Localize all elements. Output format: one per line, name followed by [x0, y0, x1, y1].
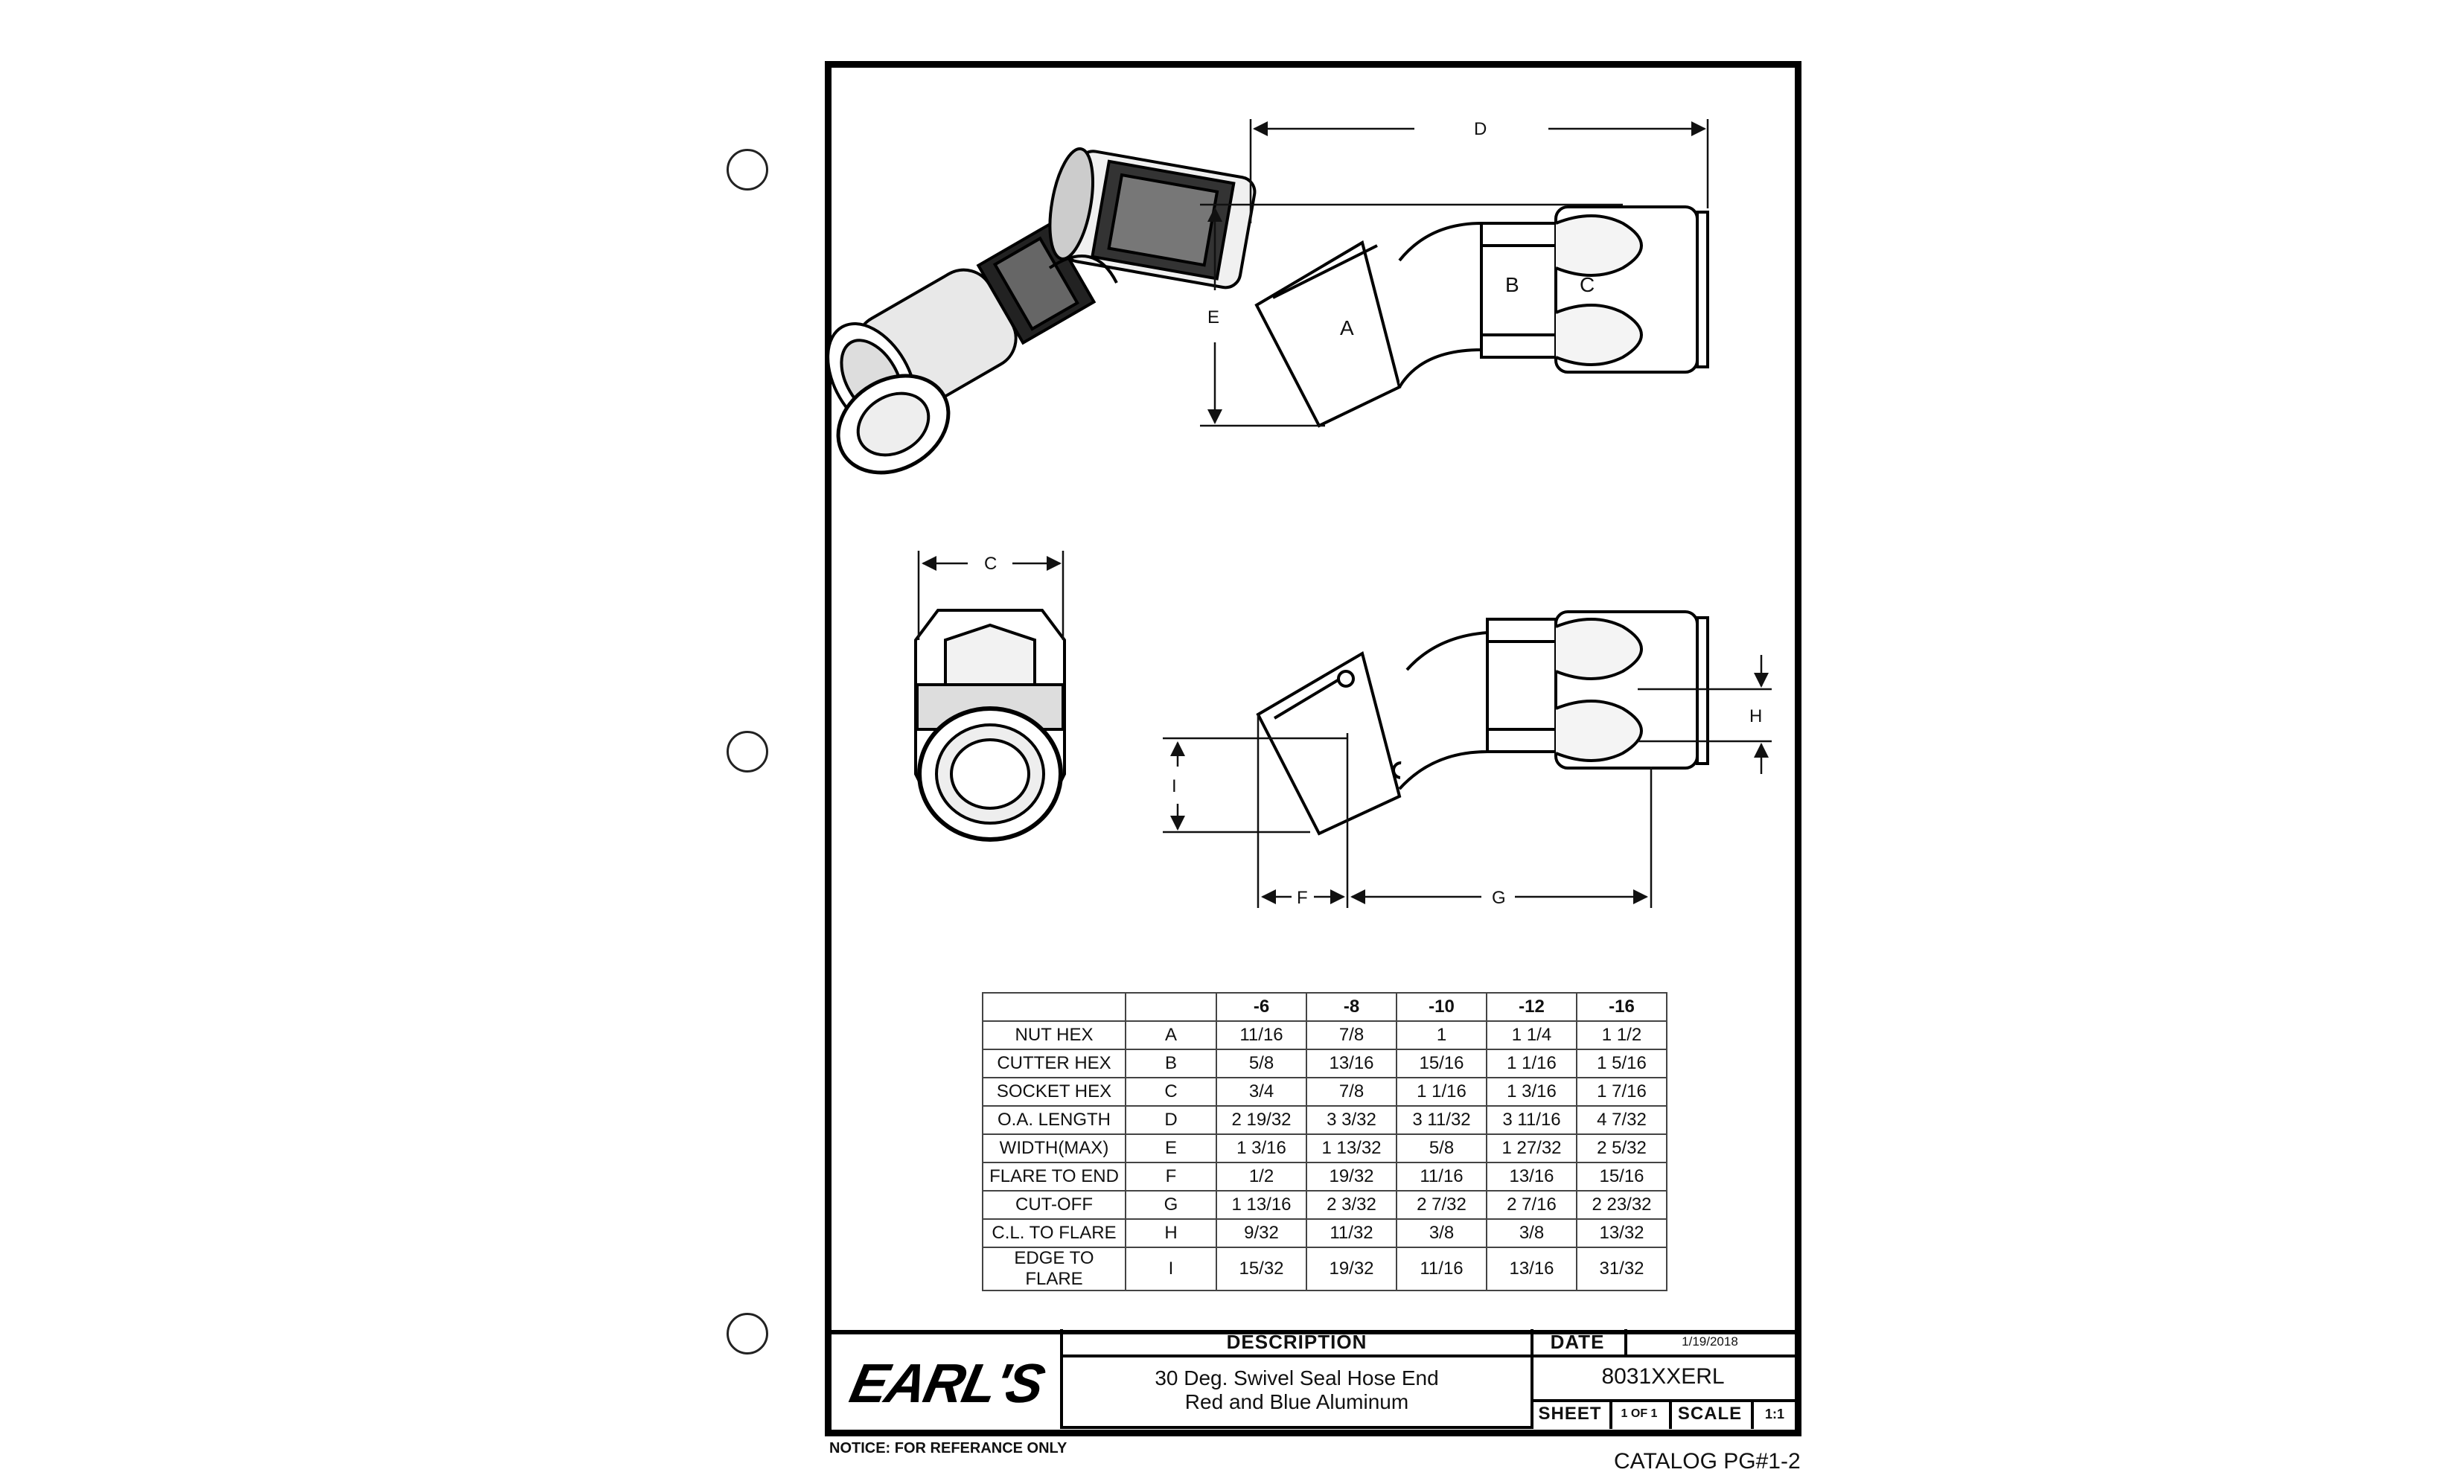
date-label: DATE [1550, 1330, 1605, 1353]
row-value: 1 1/16 [1487, 1049, 1577, 1078]
dim-label-g: G [1492, 888, 1506, 908]
table-row [983, 1021, 1667, 1049]
scale-label-cell [1669, 1399, 1754, 1429]
scale-value-cell [1751, 1399, 1798, 1429]
sheet-label: SHEET [1538, 1404, 1602, 1424]
row-value: 2 19/32 [1216, 1106, 1306, 1134]
notice-text: NOTICE: FOR REFERANCE ONLY [829, 1440, 1067, 1456]
row-name: FLARE TO END [983, 1162, 1126, 1191]
row-value: 13/16 [1306, 1049, 1397, 1078]
label-c: C [1580, 273, 1595, 296]
row-value: 3/4 [1216, 1078, 1306, 1106]
row-letter: C [1126, 1078, 1216, 1106]
row-value: 7/8 [1306, 1078, 1397, 1106]
dim-label-f: F [1297, 888, 1308, 908]
row-name: C.L. TO FLARE [983, 1219, 1126, 1247]
catalog-page: CATALOG PG#1-2 [1614, 1449, 1801, 1474]
brand-text: EARL'S [844, 1352, 1050, 1414]
scale-label: SCALE [1677, 1404, 1743, 1424]
table-row [983, 1247, 1667, 1290]
dim-label-e: E [1207, 307, 1220, 327]
row-value: 3 11/32 [1397, 1106, 1487, 1134]
row-value: 7/8 [1306, 1021, 1397, 1049]
row-letter: D [1126, 1106, 1216, 1134]
row-value: 1 1/16 [1397, 1078, 1487, 1106]
table-row [983, 1078, 1667, 1106]
dimensions-table [982, 992, 1667, 1291]
description-header [1060, 1329, 1533, 1357]
row-value: 3/8 [1487, 1219, 1577, 1247]
table-row [983, 1049, 1667, 1078]
row-value: 2 7/16 [1487, 1191, 1577, 1219]
row-value: 15/16 [1577, 1162, 1667, 1191]
date-value-cell [1624, 1329, 1798, 1357]
row-name: O.A. LENGTH [983, 1106, 1126, 1134]
part-number-cell [1531, 1355, 1798, 1402]
row-letter: I [1126, 1247, 1216, 1290]
row-value: 13/16 [1487, 1247, 1577, 1290]
row-value: 19/32 [1306, 1162, 1397, 1191]
table-row [983, 1191, 1667, 1219]
row-value: 1 3/16 [1216, 1134, 1306, 1162]
row-letter: G [1126, 1191, 1216, 1219]
row-value: 3 11/16 [1487, 1106, 1577, 1134]
row-name: WIDTH(MAX) [983, 1134, 1126, 1162]
dim-label-i: I [1172, 776, 1177, 796]
dim-label-h: H [1749, 706, 1763, 726]
side-view-fitting [1257, 207, 1708, 426]
row-value: 1 1/2 [1577, 1021, 1667, 1049]
row-value: 11/32 [1306, 1219, 1397, 1247]
row-value: 9/32 [1216, 1219, 1306, 1247]
row-letter: F [1126, 1162, 1216, 1191]
header-size: -16 [1577, 993, 1667, 1021]
row-value: 11/16 [1397, 1162, 1487, 1191]
row-value: 5/8 [1216, 1049, 1306, 1078]
table-row [983, 1219, 1667, 1247]
date-label-cell [1531, 1329, 1627, 1357]
row-value: 3 3/32 [1306, 1106, 1397, 1134]
description-box [1060, 1355, 1533, 1429]
row-value: 31/32 [1577, 1247, 1667, 1290]
row-letter: E [1126, 1134, 1216, 1162]
row-value: 15/16 [1397, 1049, 1487, 1078]
header-blank-letter [1126, 993, 1216, 1021]
row-value: 1 13/16 [1216, 1191, 1306, 1219]
lower-side-view-fitting [1258, 612, 1708, 834]
header-size: -12 [1487, 993, 1577, 1021]
iso-view-fitting [810, 146, 1257, 492]
dim-label-c: C [984, 554, 998, 574]
row-value: 1 27/32 [1487, 1134, 1577, 1162]
row-value: 1 1/4 [1487, 1021, 1577, 1049]
table-row [983, 1162, 1667, 1191]
row-name: CUTTER HEX [983, 1049, 1126, 1078]
row-value: 11/16 [1216, 1021, 1306, 1049]
header-blank-name [983, 993, 1126, 1021]
description-label: DESCRIPTION [1226, 1330, 1367, 1353]
header-size: -8 [1306, 993, 1397, 1021]
row-letter: B [1126, 1049, 1216, 1078]
date-value: 1/19/2018 [1682, 1334, 1738, 1349]
row-value: 1 13/32 [1306, 1134, 1397, 1162]
description-line-1: 30 Deg. Swivel Seal Hose End [1155, 1366, 1439, 1389]
label-b: B [1505, 273, 1519, 296]
table-body [983, 1021, 1667, 1290]
sheet-value-cell [1609, 1399, 1672, 1429]
row-name: SOCKET HEX [983, 1078, 1126, 1106]
row-letter: H [1126, 1219, 1216, 1247]
row-value: 2 23/32 [1577, 1191, 1667, 1219]
table-header-row [983, 993, 1667, 1021]
sheet-value: 1 OF 1 [1621, 1407, 1658, 1420]
row-value: 13/32 [1577, 1219, 1667, 1247]
row-name: EDGE TO FLARE [983, 1247, 1126, 1290]
label-a: A [1340, 316, 1354, 339]
row-value: 4 7/32 [1577, 1106, 1667, 1134]
row-value: 1 [1397, 1021, 1487, 1049]
row-value: 1 7/16 [1577, 1078, 1667, 1106]
part-number: 8031XXERL [1601, 1364, 1725, 1389]
earls-logo [835, 1347, 1059, 1414]
row-name: CUT-OFF [983, 1191, 1126, 1219]
row-value: 3/8 [1397, 1219, 1487, 1247]
dim-label-d: D [1474, 119, 1487, 139]
row-value: 19/32 [1306, 1247, 1397, 1290]
row-value: 1 3/16 [1487, 1078, 1577, 1106]
row-value: 1/2 [1216, 1162, 1306, 1191]
table-row [983, 1134, 1667, 1162]
header-size: -6 [1216, 993, 1306, 1021]
row-value: 2 7/32 [1397, 1191, 1487, 1219]
row-value: 11/16 [1397, 1247, 1487, 1290]
row-letter: A [1126, 1021, 1216, 1049]
row-value: 2 3/32 [1306, 1191, 1397, 1219]
description-line-2: Red and Blue Aluminum [1184, 1390, 1409, 1413]
row-value: 2 5/32 [1577, 1134, 1667, 1162]
row-value: 13/16 [1487, 1162, 1577, 1191]
header-size: -10 [1397, 993, 1487, 1021]
row-value: 15/32 [1216, 1247, 1306, 1290]
sheet-label-cell [1531, 1399, 1612, 1429]
table-row [983, 1106, 1667, 1134]
scale-value: 1:1 [1764, 1406, 1784, 1421]
row-name: NUT HEX [983, 1021, 1126, 1049]
front-view-fitting [916, 610, 1065, 839]
row-value: 1 5/16 [1577, 1049, 1667, 1078]
row-value: 5/8 [1397, 1134, 1487, 1162]
